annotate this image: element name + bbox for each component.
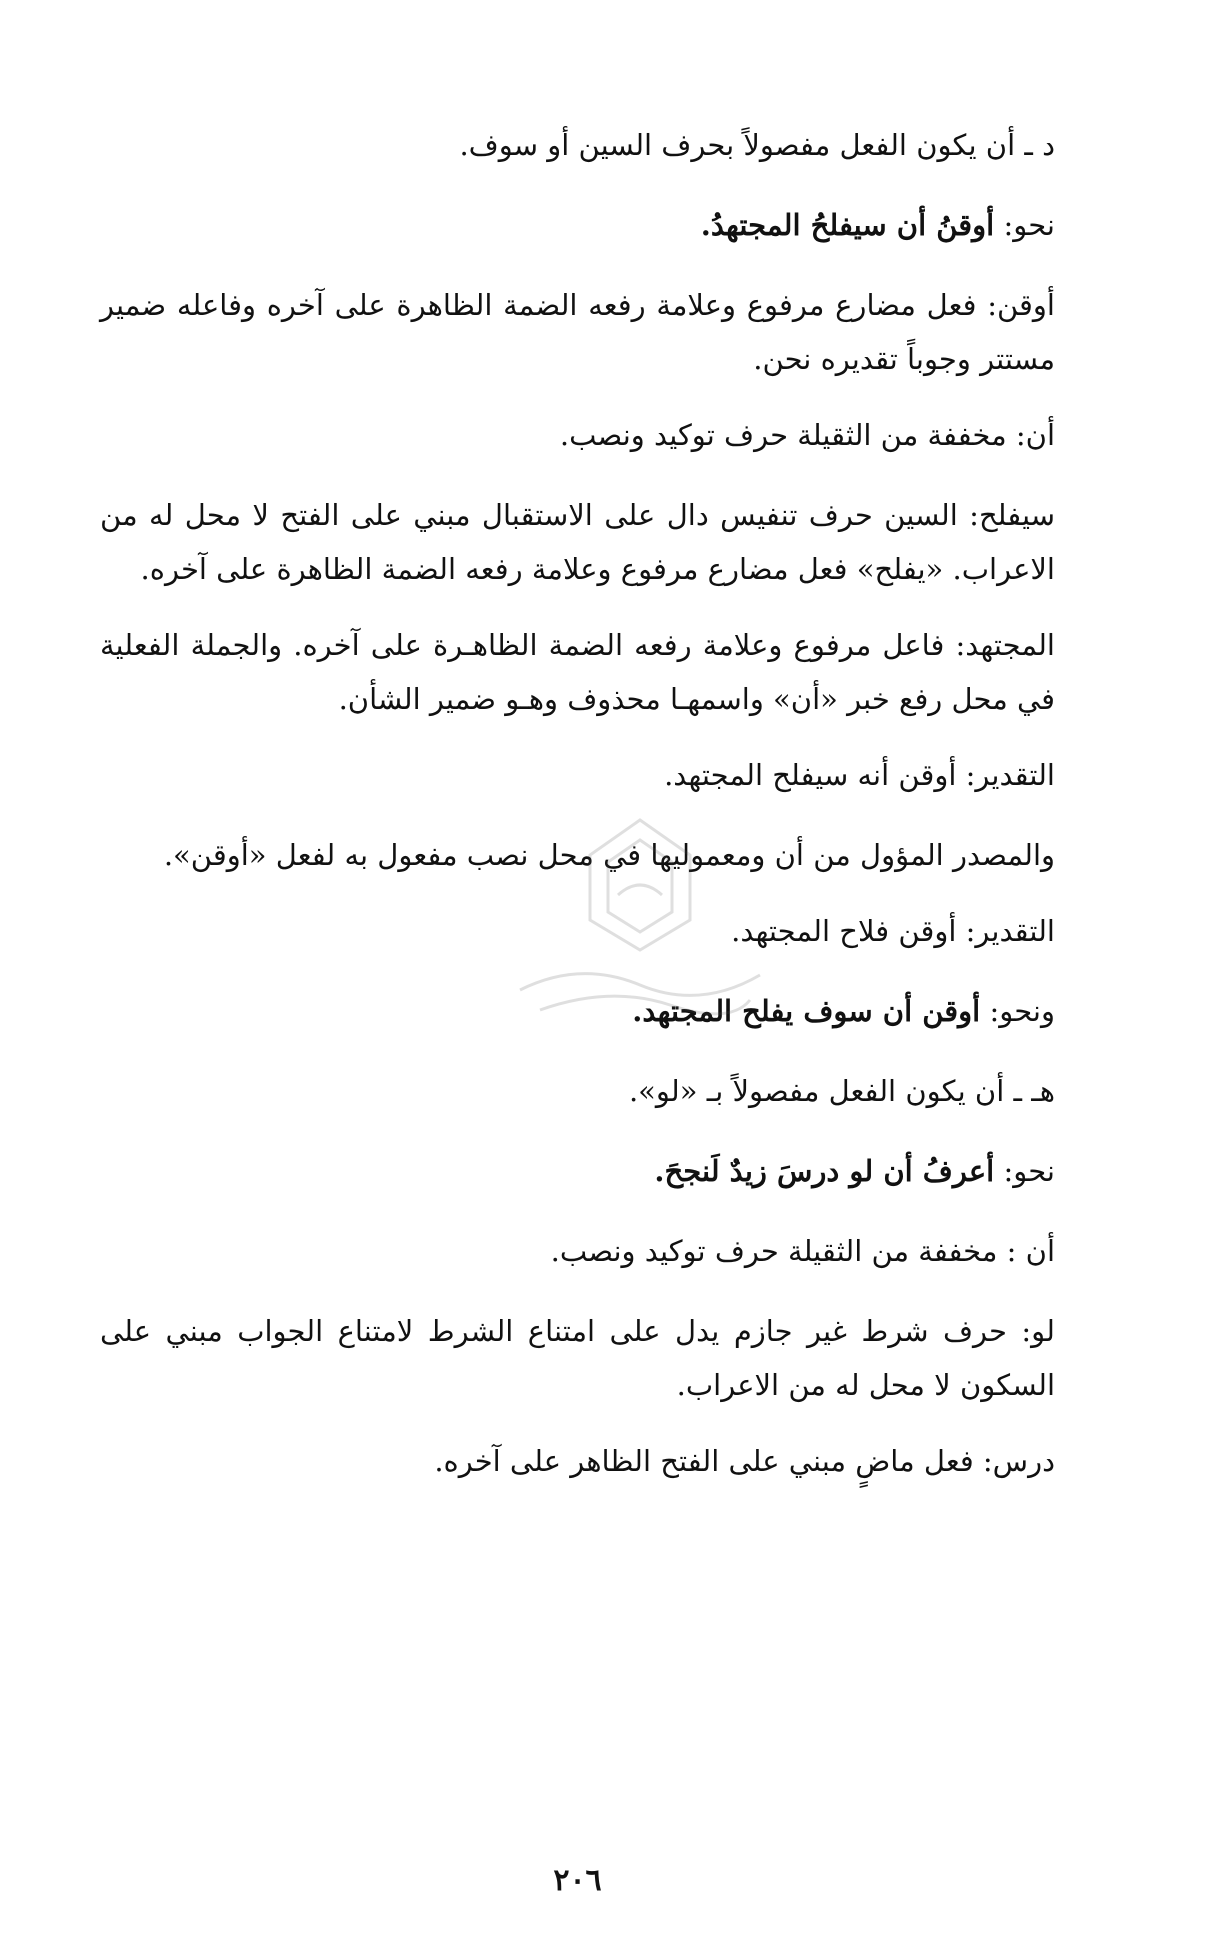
paragraph-lead: أوقن: [976,288,1055,322]
example-sentence: أوقن أن سوف يفلح المجتهد. [632,994,981,1028]
paragraph-lead: المجتهد: [944,628,1055,662]
paragraph-parse-ooqin [100,278,1055,386]
paragraph-text: السين حرف تنفيس دال على الاستقبال مبني على الفتح لا محل له من الاعراب. «يفلح» فعل مضارع مرفوع وعلامة رفعه الضمة الظاهرة على آخره. [100,498,1055,586]
paragraph-condition-h [100,1064,1055,1118]
paragraph-parse-sayuflih [100,488,1055,596]
paragraph-text: فاعل مرفوع وعلامة رفعه الضمة الظاهـرة على آخره. والجملة الفعلية في محل رفع خبر «أن» واسمهـا محذوف وهـو ضمير الشأن. [100,628,1055,716]
paragraph-text: أوقن فلاح المجتهد. [731,914,957,948]
paragraph-lead: التقدير: [956,758,1055,792]
paragraph-lead: التقدير: [956,914,1055,948]
paragraph-condition-d [100,118,1055,172]
paragraph-text: أن يكون الفعل مفصولاً بـ «لو». [628,1074,1005,1108]
paragraph-example-3 [100,1144,1055,1198]
page-number: ٢٠٦ [553,1863,602,1898]
paragraph-text: فعل مضارع مرفوع وعلامة رفعه الضمة الظاهرة على آخره وفاعله ضمير مستتر وجوباً تقديره نحن. [100,288,1055,376]
paragraph-text: والمصدر المؤول من أن ومعموليها في محل نصب مفعول به لفعل «أوقن». [163,838,1055,872]
paragraph-example-1 [100,198,1055,252]
paragraph-lead: درس: [973,1444,1055,1478]
paragraph-lead: سيفلح: [957,498,1055,532]
paragraph-text: مخففة من الثقيلة حرف توكيد ونصب. [550,1234,998,1268]
paragraph-parse-mujtahid [100,618,1055,726]
example-sentence: أعرفُ أن لو درسَ زيدٌ لَنجحَ. [654,1154,995,1188]
paragraph-lead: نحو: [994,1154,1055,1188]
paragraph-taqdir-2 [100,904,1055,958]
paragraph-taqdir-1 [100,748,1055,802]
paragraph-lead: أن : [997,1234,1055,1268]
paragraph-parse-daras [100,1434,1055,1488]
paragraph-text: أن يكون الفعل مفصولاً بحرف السين أو سوف. [459,128,1016,162]
paragraph-masdar [100,828,1055,882]
paragraph-text: حرف شرط غير جازم يدل على امتناع الشرط لامتناع الجواب مبني على السكون لا محل له من الاعراب. [100,1314,1055,1402]
paragraph-lead: هـ ـ [1004,1074,1055,1108]
example-sentence: أوقنُ أن سيفلحُ المجتهدُ. [700,208,995,242]
paragraph-lead: ونحو: [980,994,1055,1028]
paragraph-parse-an [100,408,1055,462]
paragraph-text: أوقن أنه سيفلح المجتهد. [664,758,957,792]
paragraph-lead: د ـ [1015,128,1055,162]
paragraph-text: مخففة من الثقيلة حرف توكيد ونصب. [559,418,1007,452]
paragraph-parse-an-2 [100,1224,1055,1278]
paragraph-parse-law [100,1304,1055,1412]
paragraph-lead: أن: [1006,418,1055,452]
paragraph-lead: نحو: [994,208,1055,242]
paragraph-text: فعل ماضٍ مبني على الفتح الظاهر على آخره. [434,1444,974,1478]
paragraph-example-2 [100,984,1055,1038]
paragraph-lead: لو: [1006,1314,1055,1348]
page-body [100,118,1055,1898]
